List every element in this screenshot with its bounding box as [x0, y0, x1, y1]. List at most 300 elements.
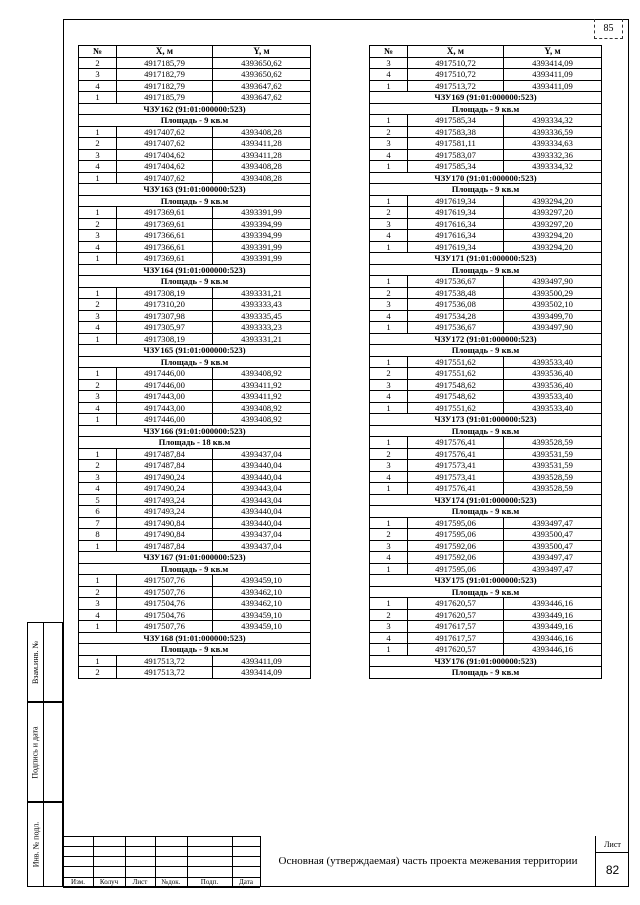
x-coordinate: 4917513,72 [117, 667, 213, 679]
table-row [79, 402, 311, 414]
table-row [79, 126, 311, 138]
point-number: 4 [370, 632, 408, 644]
point-number: 3 [370, 460, 408, 472]
point-number: 1 [370, 598, 408, 610]
y-coordinate: 4393394,99 [213, 230, 311, 242]
y-coordinate: 4393335,45 [213, 310, 311, 322]
side-label-replace-inv: Взам.инв. № [31, 640, 40, 684]
section-heading: Площадь - 9 кв.м [79, 644, 311, 656]
x-coordinate: 4917620,57 [408, 644, 504, 656]
x-coordinate: 4917487,84 [117, 540, 213, 552]
point-number: 1 [79, 126, 117, 138]
table-row [79, 529, 311, 541]
x-coordinate: 4917616,34 [408, 218, 504, 230]
y-coordinate: 4393294,20 [504, 195, 602, 207]
header-number: № [370, 46, 408, 58]
section-heading: ЧЗУ170 (91:01:000000:523) [370, 172, 602, 184]
x-coordinate: 4917366,61 [117, 230, 213, 242]
x-coordinate: 4917619,34 [408, 207, 504, 219]
point-number: 1 [370, 276, 408, 288]
x-coordinate: 4917443,00 [117, 402, 213, 414]
x-coordinate: 4917490,24 [117, 483, 213, 495]
grid-line [63, 856, 260, 857]
side-cell-signature-date [27, 702, 63, 802]
x-coordinate: 4917446,00 [117, 414, 213, 426]
point-number: 3 [370, 540, 408, 552]
table-row [370, 138, 602, 150]
point-number: 1 [79, 287, 117, 299]
section-heading: Площадь - 9 кв.м [79, 356, 311, 368]
grid-line [63, 836, 260, 837]
table-row [370, 149, 602, 161]
section-heading: ЧЗУ168 (91:01:000000:523) [79, 632, 311, 644]
table-row [370, 126, 602, 138]
x-coordinate: 4917551,62 [408, 368, 504, 380]
table-row [79, 218, 311, 230]
x-coordinate: 4917573,41 [408, 460, 504, 472]
point-number: 1 [370, 402, 408, 414]
header-x: X, м [117, 46, 213, 58]
caption-doc-number: №док. [161, 878, 181, 886]
section-heading: ЧЗУ166 (91:01:000000:523) [79, 425, 311, 437]
section-heading: ЧЗУ174 (91:01:000000:523) [370, 494, 602, 506]
point-number: 1 [79, 172, 117, 184]
point-number: 1 [370, 644, 408, 656]
table-row [79, 379, 311, 391]
table-row [370, 609, 602, 621]
table-row [370, 276, 602, 288]
table-row [79, 241, 311, 253]
y-coordinate: 4393437,04 [213, 529, 311, 541]
x-coordinate: 4917310,20 [117, 299, 213, 311]
point-number: 1 [370, 195, 408, 207]
section-heading: ЧЗУ164 (91:01:000000:523) [79, 264, 311, 276]
table-row [370, 230, 602, 242]
point-number: 6 [79, 506, 117, 518]
y-coordinate: 4393499,70 [504, 310, 602, 322]
section-heading-row [79, 195, 311, 207]
table-row [370, 437, 602, 449]
table-row [370, 563, 602, 575]
table-row [79, 92, 311, 104]
x-coordinate: 4917507,76 [117, 586, 213, 598]
table-row [370, 80, 602, 92]
section-heading: ЧЗУ171 (91:01:000000:523) [370, 253, 602, 265]
table-row [79, 609, 311, 621]
point-number: 2 [370, 368, 408, 380]
x-coordinate: 4917493,24 [117, 494, 213, 506]
x-coordinate: 4917583,07 [408, 149, 504, 161]
y-coordinate: 4393297,20 [504, 218, 602, 230]
side-approval-strip [27, 622, 63, 887]
table-row [370, 299, 602, 311]
section-heading-row [370, 667, 602, 679]
x-coordinate: 4917369,61 [117, 253, 213, 265]
y-coordinate: 4393411,09 [504, 69, 602, 81]
section-heading: ЧЗУ175 (91:01:000000:523) [370, 575, 602, 587]
point-number: 2 [370, 287, 408, 299]
table-row [370, 644, 602, 656]
y-coordinate: 4393414,09 [213, 667, 311, 679]
y-coordinate: 4393443,04 [213, 494, 311, 506]
table-row [370, 621, 602, 633]
point-number: 2 [79, 57, 117, 69]
x-coordinate: 4917616,34 [408, 230, 504, 242]
header-number: № [79, 46, 117, 58]
x-coordinate: 4917446,00 [117, 379, 213, 391]
table-row [79, 287, 311, 299]
section-heading: ЧЗУ169 (91:01:000000:523) [370, 92, 602, 104]
section-heading-row [79, 644, 311, 656]
header-x: X, м [408, 46, 504, 58]
sheet-label: Лист [596, 836, 629, 853]
section-heading-row [79, 103, 311, 115]
grid-line [63, 887, 260, 888]
point-number: 3 [370, 621, 408, 633]
y-coordinate: 4393411,28 [213, 149, 311, 161]
y-coordinate: 4393531,59 [504, 460, 602, 472]
y-coordinate: 4393437,04 [213, 448, 311, 460]
y-coordinate: 4393411,92 [213, 391, 311, 403]
y-coordinate: 4393647,62 [213, 92, 311, 104]
point-number: 1 [79, 621, 117, 633]
section-heading-row [79, 345, 311, 357]
section-heading: ЧЗУ176 (91:01:000000:523) [370, 655, 602, 667]
point-number: 3 [79, 471, 117, 483]
caption-change: Изм. [71, 878, 85, 886]
point-number: 1 [79, 207, 117, 219]
table-row [79, 299, 311, 311]
table-row [370, 402, 602, 414]
point-number: 4 [370, 69, 408, 81]
x-coordinate: 4917513,72 [117, 655, 213, 667]
y-coordinate: 4393333,23 [213, 322, 311, 334]
y-coordinate: 4393408,92 [213, 368, 311, 380]
table-row [370, 356, 602, 368]
table-row [79, 414, 311, 426]
table-row [79, 655, 311, 667]
section-heading-row [370, 92, 602, 104]
x-coordinate: 4917538,48 [408, 287, 504, 299]
x-coordinate: 4917595,06 [408, 529, 504, 541]
table-row [370, 517, 602, 529]
x-coordinate: 4917407,62 [117, 138, 213, 150]
document-title: Основная (утверждаемая) часть проекта межевания территории [260, 836, 595, 887]
point-number: 1 [79, 414, 117, 426]
y-coordinate: 4393502,10 [504, 299, 602, 311]
x-coordinate: 4917536,08 [408, 299, 504, 311]
header-y: Y, м [504, 46, 602, 58]
x-coordinate: 4917617,57 [408, 621, 504, 633]
point-number: 1 [79, 448, 117, 460]
point-number: 2 [79, 379, 117, 391]
y-coordinate: 4393536,40 [504, 379, 602, 391]
section-heading: Площадь - 18 кв.м [79, 437, 311, 449]
point-number: 4 [370, 391, 408, 403]
x-coordinate: 4917510,72 [408, 57, 504, 69]
x-coordinate: 4917620,57 [408, 609, 504, 621]
side-cell-replace-inv [27, 622, 63, 702]
y-coordinate: 4393443,04 [213, 483, 311, 495]
table-row [370, 57, 602, 69]
x-coordinate: 4917576,41 [408, 448, 504, 460]
y-coordinate: 4393446,16 [504, 632, 602, 644]
y-coordinate: 4393334,32 [504, 161, 602, 173]
table-row [370, 69, 602, 81]
point-number: 1 [370, 322, 408, 334]
section-heading: Площадь - 9 кв.м [79, 276, 311, 288]
sheet-number: 82 [605, 863, 620, 877]
section-heading-row [79, 632, 311, 644]
x-coordinate: 4917366,61 [117, 241, 213, 253]
section-heading: Площадь - 9 кв.м [370, 184, 602, 196]
y-coordinate: 4393497,47 [504, 563, 602, 575]
x-coordinate: 4917536,67 [408, 276, 504, 288]
y-coordinate: 4393497,90 [504, 276, 602, 288]
y-coordinate: 4393394,99 [213, 218, 311, 230]
y-coordinate: 4393449,16 [504, 609, 602, 621]
coordinates-table-right [369, 45, 602, 679]
x-coordinate: 4917548,62 [408, 391, 504, 403]
table-row [79, 138, 311, 150]
table-row [370, 287, 602, 299]
section-heading-row [370, 494, 602, 506]
side-label-signature-date: Подпись и дата [31, 725, 40, 779]
x-coordinate: 4917404,62 [117, 161, 213, 173]
point-number: 7 [79, 517, 117, 529]
y-coordinate: 4393391,99 [213, 207, 311, 219]
y-coordinate: 4393647,62 [213, 80, 311, 92]
y-coordinate: 4393500,47 [504, 529, 602, 541]
x-coordinate: 4917592,06 [408, 552, 504, 564]
table-row [79, 172, 311, 184]
table-row [79, 80, 311, 92]
section-heading: Площадь - 9 кв.м [370, 586, 602, 598]
y-coordinate: 4393391,99 [213, 253, 311, 265]
table-row [370, 322, 602, 334]
table-row [79, 621, 311, 633]
section-heading-row [370, 345, 602, 357]
x-coordinate: 4917490,84 [117, 529, 213, 541]
point-number: 4 [79, 402, 117, 414]
point-number: 4 [79, 80, 117, 92]
point-number: 3 [370, 138, 408, 150]
y-coordinate: 4393440,04 [213, 460, 311, 472]
x-coordinate: 4917585,34 [408, 115, 504, 127]
y-coordinate: 4393294,20 [504, 230, 602, 242]
table-row [79, 207, 311, 219]
grid-line [63, 846, 260, 847]
point-number: 1 [370, 356, 408, 368]
point-number: 1 [370, 241, 408, 253]
x-coordinate: 4917583,38 [408, 126, 504, 138]
section-heading: ЧЗУ172 (91:01:000000:523) [370, 333, 602, 345]
table-row [79, 517, 311, 529]
point-number: 2 [79, 138, 117, 150]
caption-date: Дата [239, 878, 253, 886]
section-heading-row [370, 425, 602, 437]
point-number: 2 [79, 299, 117, 311]
section-heading-row [370, 586, 602, 598]
x-coordinate: 4917490,24 [117, 471, 213, 483]
header-y: Y, м [213, 46, 311, 58]
section-heading: Площадь - 9 кв.м [370, 345, 602, 357]
section-heading: ЧЗУ173 (91:01:000000:523) [370, 414, 602, 426]
point-number: 4 [370, 230, 408, 242]
y-coordinate: 4393440,04 [213, 471, 311, 483]
table-row [370, 161, 602, 173]
point-number: 3 [79, 149, 117, 161]
point-number: 3 [370, 218, 408, 230]
section-heading-row [370, 414, 602, 426]
y-coordinate: 4393536,40 [504, 368, 602, 380]
x-coordinate: 4917551,62 [408, 356, 504, 368]
point-number: 4 [79, 483, 117, 495]
x-coordinate: 4917407,62 [117, 172, 213, 184]
table-row [370, 632, 602, 644]
section-heading: Площадь - 9 кв.м [79, 115, 311, 127]
table-row [79, 494, 311, 506]
x-coordinate: 4917185,79 [117, 92, 213, 104]
x-coordinate: 4917581,11 [408, 138, 504, 150]
y-coordinate: 4393462,10 [213, 586, 311, 598]
point-number: 1 [370, 115, 408, 127]
x-coordinate: 4917576,41 [408, 483, 504, 495]
y-coordinate: 4393408,28 [213, 172, 311, 184]
table-row [79, 483, 311, 495]
x-coordinate: 4917307,98 [117, 310, 213, 322]
x-coordinate: 4917493,24 [117, 506, 213, 518]
y-coordinate: 4393297,20 [504, 207, 602, 219]
y-coordinate: 4393334,63 [504, 138, 602, 150]
y-coordinate: 4393462,10 [213, 598, 311, 610]
x-coordinate: 4917617,57 [408, 632, 504, 644]
section-heading-row [370, 184, 602, 196]
y-coordinate: 4393294,20 [504, 241, 602, 253]
x-coordinate: 4917536,67 [408, 322, 504, 334]
point-number: 2 [370, 448, 408, 460]
table-row [370, 218, 602, 230]
table-row [370, 379, 602, 391]
x-coordinate: 4917308,19 [117, 333, 213, 345]
table-row [370, 310, 602, 322]
point-number: 1 [79, 368, 117, 380]
table-row [79, 149, 311, 161]
point-number: 1 [370, 80, 408, 92]
section-heading-row [79, 563, 311, 575]
y-coordinate: 4393408,28 [213, 161, 311, 173]
table-row [79, 448, 311, 460]
section-heading-row [79, 264, 311, 276]
table-row [79, 598, 311, 610]
point-number: 1 [370, 563, 408, 575]
point-number: 4 [79, 609, 117, 621]
table-row [370, 540, 602, 552]
y-coordinate: 4393440,04 [213, 517, 311, 529]
y-coordinate: 4393459,10 [213, 575, 311, 587]
point-number: 2 [79, 667, 117, 679]
point-number: 3 [370, 299, 408, 311]
x-coordinate: 4917443,00 [117, 391, 213, 403]
table-row [370, 529, 602, 541]
y-coordinate: 4393650,62 [213, 57, 311, 69]
table-row [79, 310, 311, 322]
y-coordinate: 4393531,59 [504, 448, 602, 460]
y-coordinate: 4393332,36 [504, 149, 602, 161]
section-heading-row [370, 655, 602, 667]
point-number: 3 [79, 69, 117, 81]
side-label-original-inv: Инв. № подл. [31, 821, 40, 868]
section-heading-row [370, 575, 602, 587]
table-row [370, 115, 602, 127]
x-coordinate: 4917576,41 [408, 437, 504, 449]
y-coordinate: 4393528,59 [504, 471, 602, 483]
table-row [79, 161, 311, 173]
point-number: 2 [79, 218, 117, 230]
x-coordinate: 4917504,76 [117, 598, 213, 610]
section-heading: Площадь - 9 кв.м [370, 103, 602, 115]
section-heading-row [370, 103, 602, 115]
section-heading: Площадь - 9 кв.м [370, 667, 602, 679]
point-number: 3 [79, 598, 117, 610]
y-coordinate: 4393440,04 [213, 506, 311, 518]
y-coordinate: 4393411,28 [213, 138, 311, 150]
table-header-row [79, 46, 311, 58]
y-coordinate: 4393533,40 [504, 402, 602, 414]
y-coordinate: 4393449,16 [504, 621, 602, 633]
y-coordinate: 4393414,09 [504, 57, 602, 69]
y-coordinate: 4393446,16 [504, 644, 602, 656]
x-coordinate: 4917619,34 [408, 241, 504, 253]
y-coordinate: 4393497,90 [504, 322, 602, 334]
section-heading: ЧЗУ162 (91:01:000000:523) [79, 103, 311, 115]
x-coordinate: 4917619,34 [408, 195, 504, 207]
x-coordinate: 4917534,28 [408, 310, 504, 322]
y-coordinate: 4393331,21 [213, 287, 311, 299]
table-row [370, 241, 602, 253]
table-row [79, 506, 311, 518]
y-coordinate: 4393391,99 [213, 241, 311, 253]
section-heading: Площадь - 9 кв.м [370, 264, 602, 276]
table-row [79, 391, 311, 403]
y-coordinate: 4393497,47 [504, 517, 602, 529]
y-coordinate: 4393459,10 [213, 621, 311, 633]
section-heading: ЧЗУ167 (91:01:000000:523) [79, 552, 311, 564]
table-row [79, 230, 311, 242]
point-number: 4 [79, 322, 117, 334]
section-heading: ЧЗУ163 (91:01:000000:523) [79, 184, 311, 196]
point-number: 2 [79, 586, 117, 598]
caption-count: Колуч [99, 878, 119, 886]
side-cell-original-inv [27, 802, 63, 887]
table-row [79, 471, 311, 483]
y-coordinate: 4393411,92 [213, 379, 311, 391]
section-heading: Площадь - 9 кв.м [79, 563, 311, 575]
x-coordinate: 4917305,97 [117, 322, 213, 334]
x-coordinate: 4917507,76 [117, 621, 213, 633]
y-coordinate: 4393334,32 [504, 115, 602, 127]
point-number: 4 [79, 161, 117, 173]
table-row [370, 460, 602, 472]
section-heading-row [370, 264, 602, 276]
point-number: 1 [79, 92, 117, 104]
x-coordinate: 4917182,79 [117, 69, 213, 81]
section-heading-row [370, 506, 602, 518]
y-coordinate: 4393497,47 [504, 552, 602, 564]
point-number: 8 [79, 529, 117, 541]
point-number: 4 [370, 552, 408, 564]
y-coordinate: 4393408,92 [213, 414, 311, 426]
